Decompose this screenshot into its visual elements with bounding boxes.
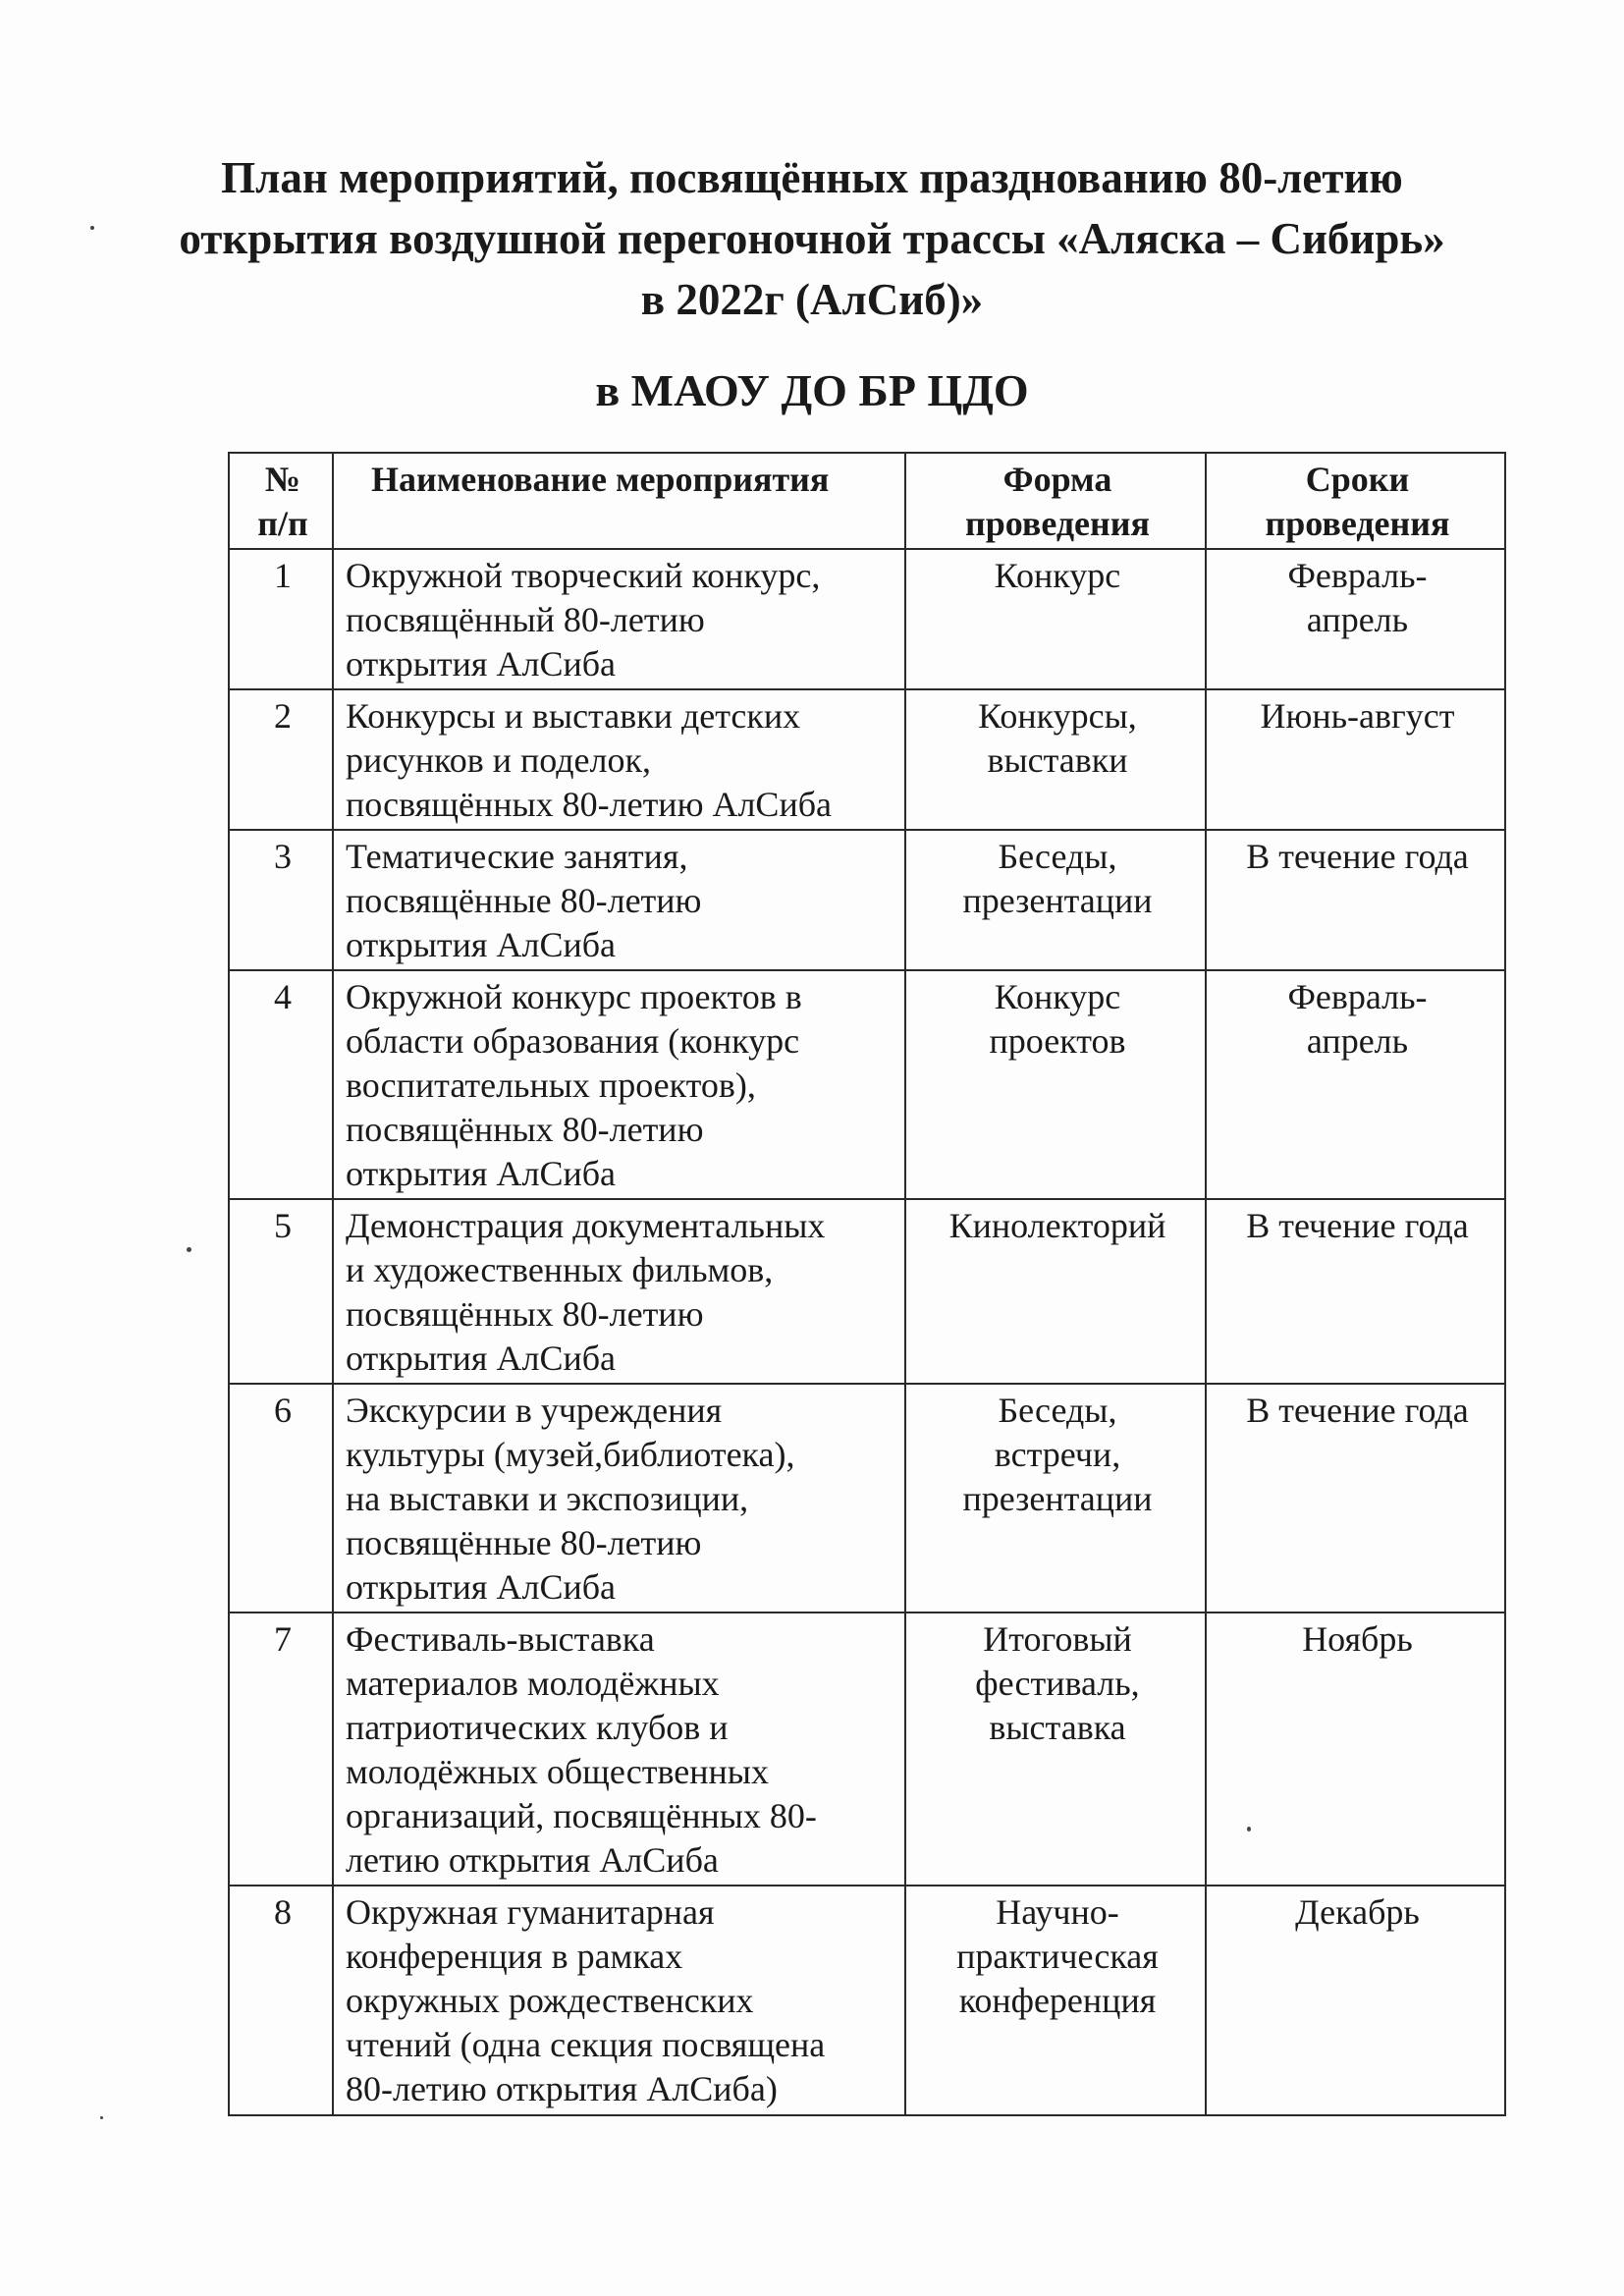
event-form-cell-line: Конкурс bbox=[994, 977, 1121, 1016]
event-term-cell-line: Июнь-август bbox=[1260, 696, 1455, 736]
event-term-cell-line: В течение года bbox=[1246, 1391, 1469, 1430]
event-name-cell bbox=[333, 1613, 905, 1886]
event-name-cell-line: Демонстрация документальных bbox=[346, 1206, 826, 1245]
event-term-cell bbox=[1206, 1613, 1505, 1886]
event-form-cell bbox=[905, 1384, 1206, 1613]
table-header-row bbox=[229, 453, 1505, 549]
header-text: п/п bbox=[257, 504, 308, 543]
row-number-cell: 1 bbox=[229, 549, 333, 689]
event-form-cell-line: презентации bbox=[962, 881, 1153, 920]
document-title bbox=[0, 147, 1624, 330]
row-number-cell: 6 bbox=[229, 1384, 333, 1613]
event-term-cell-line: апрель bbox=[1306, 1021, 1409, 1061]
row-number-cell: 5 bbox=[229, 1199, 333, 1384]
events-plan-table bbox=[228, 452, 1506, 2116]
event-form-cell bbox=[905, 549, 1206, 689]
event-name-cell-line: патриотических клубов и bbox=[346, 1708, 729, 1747]
table-row bbox=[229, 1613, 1505, 1886]
row-number-cell: 3 bbox=[229, 830, 333, 970]
event-name-cell bbox=[333, 549, 905, 689]
event-name-cell-line: Фестиваль-выставка bbox=[346, 1619, 655, 1659]
event-name-cell-line: Окружной конкурс проектов в bbox=[346, 977, 802, 1016]
scan-speck bbox=[90, 226, 94, 230]
table-row bbox=[229, 830, 1505, 970]
event-term-cell bbox=[1206, 970, 1505, 1199]
table-body bbox=[229, 549, 1505, 2115]
event-name-cell-line: окружных рождественских bbox=[346, 1981, 754, 2020]
header-text: проведения bbox=[1265, 504, 1450, 543]
event-form-cell-line: Кинолекторий bbox=[948, 1206, 1166, 1245]
event-name-cell-line: области образования (конкурс bbox=[346, 1021, 800, 1061]
event-name-cell-line: посвящённых 80-летию АлСиба bbox=[346, 785, 832, 824]
event-term-cell bbox=[1206, 1199, 1505, 1384]
event-name-cell bbox=[333, 689, 905, 830]
event-name-cell-line: посвящённые 80-летию bbox=[346, 1523, 702, 1562]
event-term-cell-line: апрель bbox=[1306, 600, 1409, 639]
table-row bbox=[229, 1384, 1505, 1613]
header-text: Форма bbox=[1002, 460, 1112, 499]
event-form-cell bbox=[905, 1886, 1206, 2115]
header-text: № bbox=[264, 460, 301, 499]
event-form-cell-line: проектов bbox=[989, 1021, 1126, 1061]
event-name-cell-line: посвящённые 80-летию bbox=[346, 881, 702, 920]
table-row bbox=[229, 1886, 1505, 2115]
event-name-cell bbox=[333, 1384, 905, 1613]
event-form-cell bbox=[905, 830, 1206, 970]
event-name-cell-line: чтений (одна секция посвящена bbox=[346, 2025, 826, 2064]
event-form-cell-line: Беседы, bbox=[998, 1391, 1117, 1430]
event-form-cell-line: Беседы, bbox=[998, 837, 1117, 876]
event-term-cell-line: В течение года bbox=[1246, 837, 1469, 876]
event-form-cell-line: встречи, bbox=[994, 1435, 1121, 1474]
event-form-cell-line: конференция bbox=[958, 1981, 1157, 2020]
row-number-cell: 2 bbox=[229, 689, 333, 830]
event-name-cell-line: молодёжных общественных bbox=[346, 1752, 769, 1791]
event-form-cell-line: Научно- bbox=[996, 1892, 1119, 1932]
event-name-cell-line: Экскурсии в учреждения bbox=[346, 1391, 723, 1430]
event-form-cell bbox=[905, 689, 1206, 830]
event-name-cell-line: материалов молодёжных bbox=[346, 1664, 720, 1703]
event-form-cell-line: Конкурс bbox=[994, 556, 1121, 595]
title-line: открытия воздушной перегоночной трассы «Аляска – Сибирь» bbox=[179, 214, 1445, 263]
event-name-cell-line: открытия АлСиба bbox=[346, 1339, 617, 1378]
event-form-cell bbox=[905, 1613, 1206, 1886]
event-form-cell-line: практическая bbox=[956, 1937, 1159, 1976]
event-name-cell-line: посвящённых 80-летию bbox=[346, 1110, 704, 1149]
event-term-cell-line: В течение года bbox=[1246, 1206, 1469, 1245]
event-name-cell-line: и художественных фильмов, bbox=[346, 1250, 774, 1289]
event-name-cell-line: организаций, посвящённых 80- bbox=[346, 1796, 817, 1835]
event-name-cell-line: посвящённых 80-летию bbox=[346, 1294, 704, 1334]
table-row bbox=[229, 1199, 1505, 1384]
event-name-cell-line: открытия АлСиба bbox=[346, 1567, 617, 1607]
event-name-cell-line: Окружной творческий конкурс, bbox=[346, 556, 821, 595]
event-form-cell-line: выставки bbox=[987, 740, 1128, 780]
header-form bbox=[905, 453, 1206, 549]
event-form-cell bbox=[905, 970, 1206, 1199]
table-row bbox=[229, 549, 1505, 689]
event-name-cell-line: воспитательных проектов), bbox=[346, 1066, 756, 1105]
event-name-cell-line: конференция в рамках bbox=[346, 1937, 683, 1976]
header-text: Наименование мероприятия bbox=[371, 460, 830, 499]
header-term bbox=[1206, 453, 1505, 549]
scan-speck bbox=[187, 1247, 191, 1252]
event-form-cell-line: фестиваль, bbox=[975, 1664, 1140, 1703]
event-form-cell-line: Итоговый bbox=[983, 1619, 1132, 1659]
event-name-cell bbox=[333, 830, 905, 970]
scan-speck bbox=[100, 2116, 103, 2119]
event-name-cell-line: рисунков и поделок, bbox=[346, 740, 651, 780]
event-name-cell-line: открытия АлСиба bbox=[346, 925, 617, 964]
event-form-cell-line: презентации bbox=[962, 1479, 1153, 1518]
title-line: в 2022г (АлСиб)» bbox=[640, 275, 984, 324]
event-term-cell-line: Февраль- bbox=[1287, 977, 1428, 1016]
event-name-cell-line: Окружная гуманитарная bbox=[346, 1892, 715, 1932]
event-term-cell bbox=[1206, 1886, 1505, 2115]
event-name-cell-line: открытия АлСиба bbox=[346, 1154, 617, 1193]
row-number-cell: 7 bbox=[229, 1613, 333, 1886]
event-name-cell-line: Конкурсы и выставки детских bbox=[346, 696, 801, 736]
event-name-cell-line: Тематические занятия, bbox=[346, 837, 688, 876]
event-name-cell-line: посвящённый 80-летию bbox=[346, 600, 705, 639]
header-text: проведения bbox=[965, 504, 1150, 543]
event-name-cell-line: летию открытия АлСиба bbox=[346, 1840, 719, 1880]
header-number bbox=[229, 453, 333, 549]
row-number-cell: 8 bbox=[229, 1886, 333, 2115]
event-name-cell-line: культуры (музей,библиотека), bbox=[346, 1435, 795, 1474]
title-line: План мероприятий, посвящённых празднованию 80-летию bbox=[221, 153, 1403, 202]
table-row bbox=[229, 970, 1505, 1199]
event-term-cell-line: Декабрь bbox=[1295, 1892, 1420, 1932]
event-name-cell-line: открытия АлСиба bbox=[346, 644, 617, 683]
event-term-cell bbox=[1206, 549, 1505, 689]
table-row bbox=[229, 689, 1505, 830]
event-term-cell bbox=[1206, 689, 1505, 830]
row-number-cell: 4 bbox=[229, 970, 333, 1199]
header-text: Сроки bbox=[1305, 460, 1410, 499]
organization-heading: в МАОУ ДО БР ЦДО bbox=[595, 365, 1029, 415]
event-term-cell-line: Ноябрь bbox=[1302, 1619, 1413, 1659]
event-term-cell-line: Февраль- bbox=[1287, 556, 1428, 595]
scan-speck bbox=[1247, 1827, 1251, 1831]
event-name-cell bbox=[333, 1199, 905, 1384]
event-name-cell-line: 80-летию открытия АлСиба) bbox=[346, 2069, 778, 2108]
event-term-cell bbox=[1206, 1384, 1505, 1613]
header-event-name bbox=[333, 453, 905, 549]
event-name-cell bbox=[333, 970, 905, 1199]
event-name-cell bbox=[333, 1886, 905, 2115]
event-term-cell bbox=[1206, 830, 1505, 970]
event-name-cell-line: на выставки и экспозиции, bbox=[346, 1479, 749, 1518]
event-form-cell bbox=[905, 1199, 1206, 1384]
event-form-cell-line: Конкурсы, bbox=[978, 696, 1137, 736]
event-form-cell-line: выставка bbox=[989, 1708, 1126, 1747]
